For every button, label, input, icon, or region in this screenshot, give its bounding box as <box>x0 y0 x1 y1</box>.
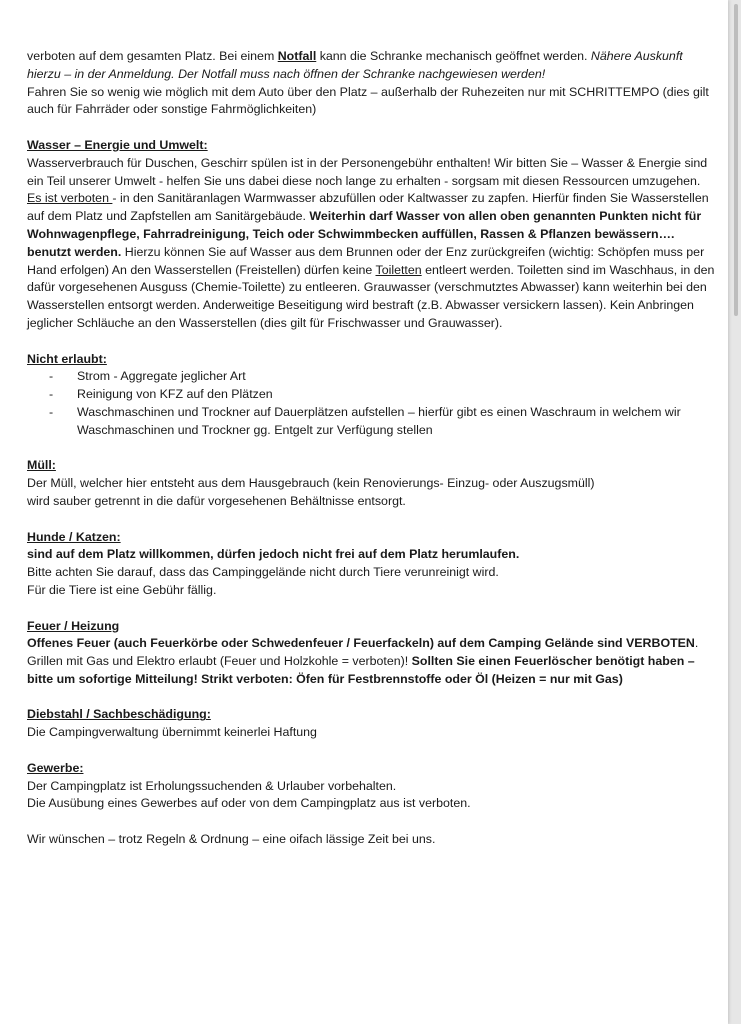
muell-line-1: Der Müll, welcher hier entsteht aus dem Hausgebrauch (kein Renovierungs- Einzug- oder Auszugsmüll) <box>27 476 595 491</box>
dash-bullet: - <box>49 387 54 402</box>
section-heading-muell: Müll: <box>27 458 56 473</box>
feuer-bold-text: Offenes Feuer (auch Feuerkörbe oder Schwedenfeuer / Feuerfackeln) auf dem Camping Gelände sind VERBOTEN <box>27 636 695 651</box>
wasser-paragraph-1: Wasserverbrauch für Duschen, Geschirr spülen ist in der Personengebühr enthalten! Wir bitten Sie – Wasser & Energie sind ein Teil unserer Umwelt - helfen Sie uns dabei diese noch lange zu erhalten - sorgsam mit diesen Ressourcen umzugehen. <box>27 155 708 188</box>
list-item <box>49 404 717 440</box>
intro-italic-note: Nähere Auskunft hierzu – in der Anmeldung. Der Notfall muss nach öffnen der Schranke nachgewiesen werden! <box>27 49 683 81</box>
hunde-line-2: Bitte achten Sie darauf, dass das Campinggelände nicht durch Tiere verunreinigt wird. <box>27 565 499 580</box>
list-item <box>49 368 717 386</box>
list-item <box>49 386 717 404</box>
intro-text-cont: kann die Schranke mechanisch geöffnet werden. <box>316 49 591 63</box>
section-heading-hunde: Hunde / Katzen: <box>27 529 121 544</box>
list-item-text: Strom - Aggregate jeglicher Art <box>77 369 246 384</box>
intro-paragraph-1 <box>27 48 717 84</box>
closing-line: Wir wünschen – trotz Regeln & Ordnung – eine oifach lässige Zeit bei uns. <box>27 832 436 847</box>
wasser-paragraph-2 <box>27 190 717 332</box>
section-heading-nicht-erlaubt: Nicht erlaubt: <box>27 351 107 366</box>
diebstahl-line-1: Die Campingverwaltung übernimmt keinerlei Haftung <box>27 725 317 740</box>
toiletten-underlined: Toiletten <box>375 262 422 277</box>
wasser-text-end: entleert werden. Toiletten sind im Waschhaus, in den dafür vorgesehenen Ausguss (Chemie-Toilette) zu entleeren. Grauwasser (verschmutztes Abwasser) kann weiterhin bei den Wasserstellen entsorgt werden. Anderweitige Beseitigung wird bestraft (z.B. Abwasser versickern lassen). Kein Anbringen jeglicher Schläuche an den Wasserstellen (dies gilt für Frischwasser und Grauwasser). <box>27 262 715 330</box>
feuer-text: . Grillen mit Gas und Elektro erlaubt (Feuer und Holzkohle = verboten)! <box>27 636 699 669</box>
intro-paragraph-2: Fahren Sie so wenig wie möglich mit dem Auto über den Platz – außerhalb der Ruhezeiten nur mit SCHRITTEMPO (dies gilt auch für Fahrräder oder sonstige Fahrmöglichkeiten) <box>27 84 709 117</box>
wasser-bold-text: Weiterhin darf Wasser von allen oben genannten Punkten nicht für Wohnwagenpflege, Fahrradreinigung, Teich oder Schwimmbecken auffüllen, Rassen & Pflanzen bewässern…. benutzt werden. <box>27 209 702 259</box>
hunde-line-1: sind auf dem Platz willkommen, dürfen jedoch nicht frei auf dem Platz herumlaufen. <box>27 547 520 562</box>
hunde-line-3: Für die Tiere ist eine Gebühr fällig. <box>27 582 217 597</box>
list-item-text: Reinigung von KFZ auf den Plätzen <box>77 387 273 402</box>
notfall-emphasis: Notfall <box>277 49 317 63</box>
muell-line-2: wird sauber getrennt in die dafür vorgesehenen Behältnisse entsorgt. <box>27 493 406 508</box>
vertical-scrollbar[interactable] <box>733 0 741 1024</box>
intro-text: verboten auf dem gesamten Platz. Bei einem <box>27 49 278 63</box>
feuer-bold-text-2: Sollten Sie einen Feuerlöscher benötigt haben – bitte um sofortige Mitteilung! Strikt verboten: Öfen für Festbrennstoffe oder Öl (Heizen = nur mit Gas) <box>27 654 695 686</box>
gewerbe-line-1: Der Campingplatz ist Erholungssuchenden & Urlauber vorbehalten. <box>27 778 397 793</box>
section-heading-wasser: Wasser – Energie und Umwelt: <box>27 137 208 152</box>
dash-bullet: - <box>49 404 54 419</box>
verboten-underlined: Es ist verboten <box>27 191 113 206</box>
section-heading-diebstahl: Diebstahl / Sachbeschädigung: <box>27 707 211 722</box>
feuer-paragraph <box>27 635 717 688</box>
list-item-text: Waschmaschinen und Trockner auf Dauerplätzen aufstellen – hierfür gibt es einen Waschraum in welchem wir Waschmaschinen und Trockner gg. Entgelt zur Verfügung stellen <box>77 404 681 437</box>
section-heading-feuer: Feuer / Heizung <box>27 618 120 633</box>
gewerbe-line-2: Die Ausübung eines Gewerbes auf oder von dem Campingplatz aus ist verboten. <box>27 796 471 811</box>
dash-bullet: - <box>49 369 54 384</box>
wasser-text-cont: Hierzu können Sie auf Wasser aus dem Brunnen oder der Enz zurückgreifen (wichtig: Schöpfen muss per Hand erfolgen) An den Wasserstellen (Freistellen) dürfen keine <box>27 244 705 277</box>
wasser-text: - in den Sanitäranlagen Warmwasser abzufüllen oder Kaltwasser zu zapfen. Hierfür finden Sie Wasserstellen auf dem Platz und Zapfstellen am Sanitärgebäude. <box>27 191 709 224</box>
nicht-erlaubt-list <box>27 368 717 439</box>
scrollbar-thumb[interactable] <box>734 4 738 316</box>
section-heading-gewerbe: Gewerbe: <box>27 760 84 775</box>
document-content <box>27 48 717 849</box>
